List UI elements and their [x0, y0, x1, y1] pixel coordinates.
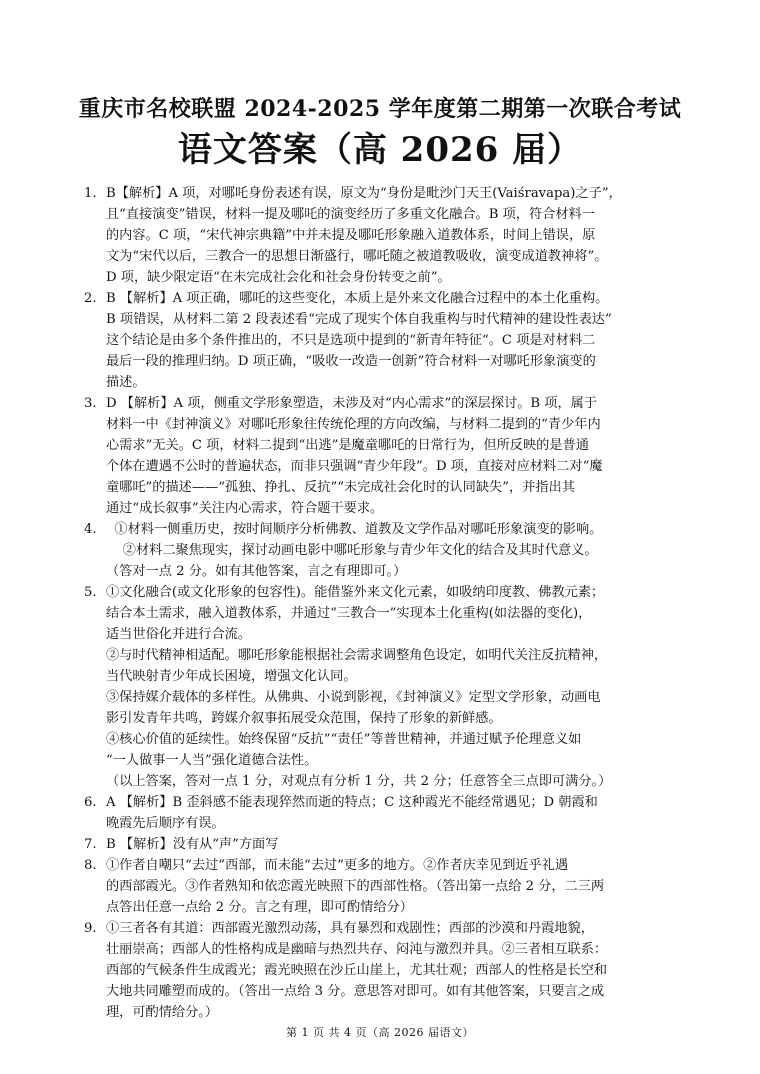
answer-item: [84, 183, 684, 288]
answer-line: B 【解析】A 项正确，哪吒的这些变化，本质上是外来文化融合过程中的本土化重构。: [106, 291, 609, 306]
answer-line: ②与时代精神相适配。哪吒形象能根据社会需求调整角色设定，如明代关注反抗精神，: [106, 648, 608, 663]
answer-body: [106, 792, 684, 834]
answer-number: 4.: [84, 522, 97, 537]
answer-number: 3.: [84, 396, 97, 411]
answer-line: ④核心价值的延续性。始终保留“反抗”“责任”等普世精神，并通过赋予伦理意义如: [106, 732, 582, 747]
answer-line: B 【解析】没有从“声”方面写: [106, 837, 279, 852]
answer-line: （答对一点 2 分。如有其他答案，言之有理即可。）: [106, 564, 407, 579]
answer-line: D 【解析】A 项，侧重文学形象塑造，未涉及对“内心需求”的深层探讨。B 项，属于: [106, 396, 598, 411]
answer-item: [84, 834, 684, 855]
answer-line: ③保持媒介载体的多样性。从佛典、小说到影视，《封神演义》定型文学形象，动画电: [106, 690, 601, 705]
answer-line: 西部的气候条件生成霞光；霞光映照在沙丘山崖上，尤其壮观；西部人的性格是长空和: [106, 963, 608, 978]
answer-line: 的内容。C 项，“宋代神宗典籍”中并未提及哪吒形象融入道教体系，时间上错误，原: [106, 228, 596, 243]
answer-line: 童哪吒”的描述——“孤独、挣扎、反抗”“未完成社会化时的认同缺失”，并指出其: [106, 480, 575, 495]
answer-item: [84, 519, 684, 582]
answer-number: 8.: [84, 858, 97, 873]
answer-body: [106, 834, 684, 855]
answer-line: ①文化融合(或文化形象的包容性)。能借鉴外来文化元素，如吸纳印度教、佛教元素；: [106, 585, 605, 600]
answer-body: [106, 519, 684, 582]
answer-line: 壮丽崇高；西部人的性格构成是幽暗与热烈共存、闷沌与激烈并具。②三者相互联系：: [106, 942, 608, 957]
answer-line: ②材料二聚焦现实，探讨动画电影中哪吒形象与青少年文化的结合及其时代意义。: [106, 543, 598, 558]
answer-line: B【解析】A 项，对哪吒身份表述有误，原文为“身份是毗沙门天王(Vaiśravapa)之子”，: [106, 186, 622, 201]
answer-line: 结合本土需求，融入道教体系，并通过“三教合一”实现本土化重构(如法器的变化)，: [106, 606, 592, 621]
answer-line: 适当世俗化并进行合流。: [106, 627, 252, 642]
answer-body: [106, 183, 684, 288]
answer-list: [84, 183, 684, 1023]
answer-item: [84, 393, 684, 519]
answer-line: 这个结论是由多个条件推出的，不只是选项中提到的“新青年特征“。C 项是对材料二: [106, 333, 596, 348]
answer-line: （以上答案，答对一点 1 分，对观点有分析 1 分，共 2 分；任意答全三点即可满分。）: [106, 774, 612, 789]
answer-number: 6.: [84, 795, 97, 810]
answer-line: 心需求”无关。C 项，材料二提到“出逃”是魔童哪吒的日常行为，但所反映的是普通: [106, 438, 589, 453]
answer-line: 通过“成长叙事”关注内心需求，符合题干要求。: [106, 501, 384, 516]
answer-line: 个体在遭遇不公时的普遍状态，而非只强调“青少年段”。D 项，直接对应材料二对“魔: [106, 459, 603, 474]
answer-number: 1.: [84, 186, 97, 201]
answer-line: “一人做事一人当”强化道德合法性。: [106, 753, 318, 768]
page-footer: 第 1 页 共 4 页（高 2026 届语文）: [286, 1026, 474, 1039]
answer-line: D 项，缺少限定语“在未完成社会化和社会身份转变之前”。: [106, 270, 451, 285]
answer-item: [84, 792, 684, 834]
answer-line: ①三者各有其道：西部霞光激烈动荡，具有暴烈和戏剧性；西部的沙漠和丹霞地貌，: [106, 921, 594, 936]
answer-body: [106, 918, 684, 1023]
answer-line: 的西部霞光。③作者熟知和依恋霞光映照下的西部性格。（答出第一点给 2 分，二三两: [106, 879, 605, 894]
answer-line: 大地共同雕塑而成的。（答出一点给 3 分。意思答对即可。如有其他答案，只要言之成: [106, 984, 605, 999]
answer-title: 语文答案（高 2026 届）: [177, 130, 583, 170]
answer-line: 材料一中《封神演义》对哪吒形象往传统伦理的方向改编，与材料二提到的“青少年内: [106, 417, 601, 432]
answer-line: 影引发青年共鸣，跨媒介叙事拓展受众范围，保持了形象的新鲜感。: [106, 711, 502, 726]
answer-body: [106, 855, 684, 918]
answer-line: ①作者自嘲只“去过”西部，而未能“去过”更多的地方。②作者庆幸见到近乎礼遇: [106, 858, 569, 873]
answer-line: 晚霞先后顺序有误。: [106, 816, 225, 831]
answer-line: 描述。: [106, 375, 146, 390]
answer-line: 文为“宋代以后，三教合一的思想日渐盛行，哪吒随之被道教吸收，演变成道教神将”。: [106, 249, 608, 264]
answer-body: [106, 582, 684, 792]
answer-line: 理，可酌情给分。）: [106, 1005, 219, 1020]
answer-number: 7.: [84, 837, 97, 852]
answer-number: 9.: [84, 921, 97, 936]
answer-item: [84, 582, 684, 792]
answer-line: A 【解析】B 歪斜感不能表现猝然而逝的特点；C 这种霞光不能经常遇见；D 朝霞和: [106, 795, 598, 810]
answer-item: [84, 288, 684, 393]
answer-number: 5.: [84, 585, 97, 600]
answer-line: 当代映射青少年成长困境，增强文化认同。: [106, 669, 357, 684]
answer-body: [106, 288, 684, 393]
answer-item: [84, 918, 684, 1023]
answer-line: B 项错误，从材料二第 2 段表述看“完成了现实个体自我重构与时代精神的建设性表达”: [106, 312, 612, 327]
answer-line: ①材料一侧重历史，按时间顺序分析佛教、道教及文学作品对哪吒形象演变的影响。: [106, 522, 603, 537]
answer-item: [84, 855, 684, 918]
answer-number: 2.: [84, 291, 97, 306]
answer-line: 点答出任意一点给 2 分。言之有理，即可酌情给分）: [106, 900, 413, 915]
exam-title: 重庆市名校联盟 2024-2025 学年度第二期第一次联合考试: [78, 96, 682, 122]
answer-line: 最后一段的推理归纳。D 项正确，“吸收一改造一创新”符合材料一对哪吒形象演变的: [106, 354, 596, 369]
answer-body: [106, 393, 684, 519]
answer-line: 且“直接演变”错误，材料一提及哪吒的演变经历了多重文化融合。B 项，符合材料一: [106, 207, 595, 222]
